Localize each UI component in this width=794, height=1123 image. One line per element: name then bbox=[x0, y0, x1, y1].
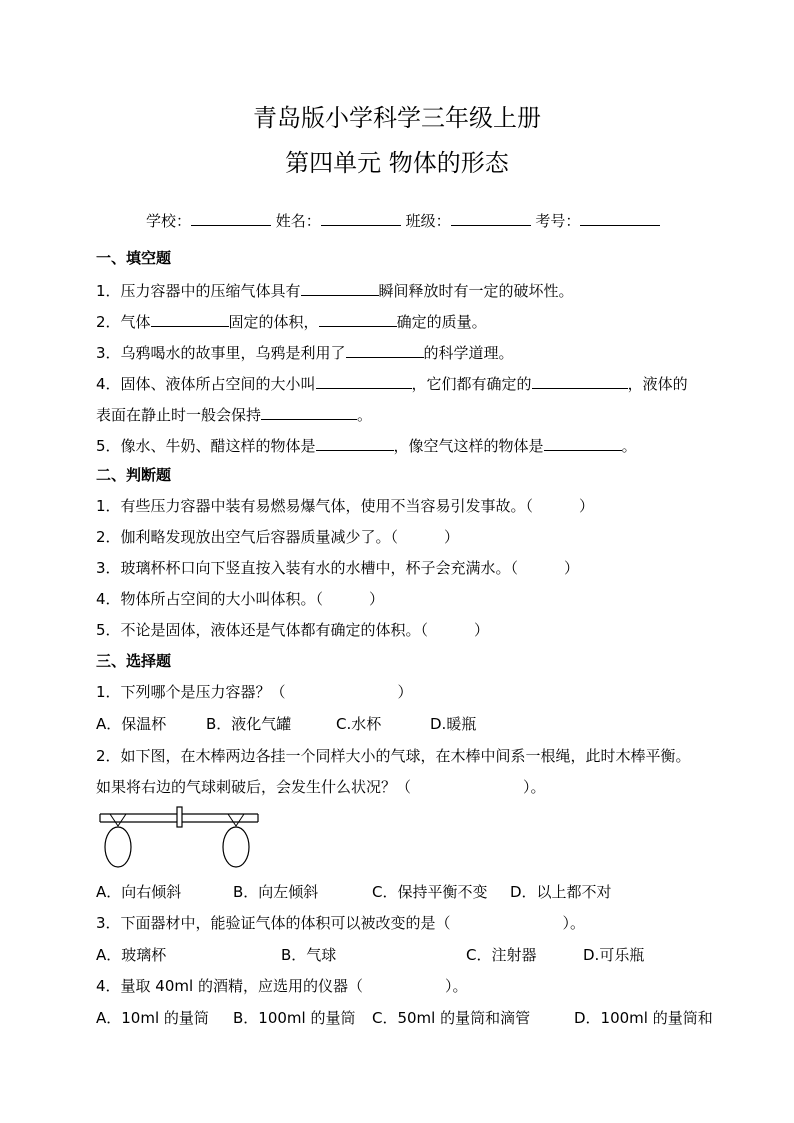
judge-q5-close: ） bbox=[474, 621, 490, 639]
fill-question-5 bbox=[96, 434, 637, 456]
choice-question-3 bbox=[96, 913, 585, 933]
fill-q4-text-c: ，液体的 bbox=[627, 375, 688, 393]
fill-q3-blank[interactable] bbox=[346, 341, 424, 358]
fill-q5-text-c: 。 bbox=[621, 437, 637, 455]
choice-q1-close: ） bbox=[397, 683, 413, 701]
choice-q1-option-d[interactable]: D.暖瓶 bbox=[430, 715, 477, 733]
student-info-line bbox=[146, 209, 660, 231]
fill-q4-text-d: 表面在静止时一般会保持 bbox=[96, 406, 262, 424]
choice-q1-option-a[interactable]: A．保温杯 bbox=[96, 715, 167, 733]
number-field[interactable] bbox=[580, 209, 660, 226]
choice-q2-close: ）。 bbox=[523, 778, 546, 796]
fill-q2-blank-1[interactable] bbox=[151, 310, 229, 327]
judge-question-3 bbox=[96, 558, 579, 578]
page-title: 青岛版小学科学三年级上册 bbox=[253, 104, 541, 132]
balance-stick-diagram bbox=[98, 804, 268, 872]
choice-question-1 bbox=[96, 682, 413, 702]
fill-q2-blank-2[interactable] bbox=[319, 310, 397, 327]
fill-q3-text-b: 的科学道理。 bbox=[423, 344, 514, 362]
fill-q2-text-c: 确定的质量。 bbox=[396, 313, 487, 331]
number-label: 考号： bbox=[535, 212, 581, 230]
judge-question-4 bbox=[96, 589, 384, 609]
choice-q2-option-b[interactable]: B．向左倾斜 bbox=[233, 883, 319, 901]
fill-q5-text-b: ，像空气这样的物体是 bbox=[393, 437, 544, 455]
section-heading-choice: 三、选择题 bbox=[96, 652, 172, 670]
choice-q4-text: 4．量取 40ml 的酒精，应选用的仪器（ bbox=[96, 977, 363, 995]
right-balloon bbox=[223, 827, 249, 867]
choice-question-2-cont bbox=[96, 777, 546, 797]
left-balloon bbox=[105, 827, 131, 867]
choice-q3-close: ）。 bbox=[562, 914, 586, 932]
fill-q5-blank-2[interactable] bbox=[544, 434, 622, 451]
name-label: 姓名： bbox=[275, 212, 321, 230]
choice-q1-option-c[interactable]: C.水杯 bbox=[336, 715, 382, 733]
judge-q4-text: 4．物体所占空间的大小叫体积。（ bbox=[96, 590, 324, 608]
choice-q4-option-c[interactable]: C．50ml 的量筒和滴管 bbox=[372, 1009, 531, 1027]
choice-q4-option-b[interactable]: B．100ml 的量筒 bbox=[233, 1009, 356, 1027]
judge-question-1 bbox=[96, 496, 594, 516]
fill-q4-blank-2[interactable] bbox=[532, 372, 628, 389]
fill-question-4-cont bbox=[96, 403, 372, 425]
judge-q3-text: 3．玻璃杯杯口向下竖直按入装有水的水槽中，杯子会充满水。（ bbox=[96, 559, 519, 577]
right-balloon-string bbox=[228, 814, 244, 826]
choice-question-4 bbox=[96, 976, 467, 996]
section-heading-fill: 一、填空题 bbox=[96, 249, 172, 267]
judge-q3-close: ） bbox=[564, 559, 580, 577]
class-label: 班级： bbox=[405, 212, 451, 230]
left-balloon-string bbox=[110, 814, 126, 826]
page-subtitle: 第四单元 物体的形态 bbox=[285, 149, 509, 177]
choice-q4-close: ）。 bbox=[444, 977, 468, 995]
choice-q3-text: 3．下面器材中，能验证气体的体积可以被改变的是（ bbox=[96, 914, 451, 932]
choice-q3-option-d[interactable]: D.可乐瓶 bbox=[583, 946, 645, 964]
judge-q1-text: 1．有些压力容器中装有易燃易爆气体，使用不当容易引发事故。（ bbox=[96, 497, 534, 515]
fill-q1-text-b: 瞬间释放时有一定的破坏性。 bbox=[378, 282, 574, 300]
fill-q5-text-a: 5．像水、牛奶、醋这样的物体是 bbox=[96, 437, 316, 455]
name-field[interactable] bbox=[321, 209, 401, 226]
fill-q4-blank-1[interactable] bbox=[316, 372, 412, 389]
fill-q4-text-e: 。 bbox=[357, 406, 373, 424]
fill-q4-text-b: ，它们都有确定的 bbox=[411, 375, 532, 393]
judge-q1-close: ） bbox=[579, 497, 595, 515]
choice-q4-option-d[interactable]: D．100ml 的量筒和 bbox=[574, 1009, 713, 1027]
choice-q4-option-a[interactable]: A．10ml 的量筒 bbox=[96, 1009, 209, 1027]
judge-question-2 bbox=[96, 527, 459, 547]
fill-question-3 bbox=[96, 341, 514, 363]
center-string-knot bbox=[177, 807, 182, 827]
choice-q3-option-a[interactable]: A．玻璃杯 bbox=[96, 946, 167, 964]
school-field[interactable] bbox=[191, 209, 271, 226]
judge-q2-text: 2．伽利略发现放出空气后容器质量减少了。（ bbox=[96, 528, 399, 546]
fill-question-2 bbox=[96, 310, 487, 332]
fill-q5-blank-1[interactable] bbox=[316, 434, 394, 451]
judge-question-5 bbox=[96, 620, 489, 640]
choice-q2-text: 如果将右边的气球刺破后，会发生什么状况？（ bbox=[96, 778, 412, 796]
choice-q2-option-a[interactable]: A．向右倾斜 bbox=[96, 883, 182, 901]
choice-q1-option-b[interactable]: B．液化气罐 bbox=[206, 715, 292, 733]
fill-q4-text-a: 4．固体、液体所占空间的大小叫 bbox=[96, 375, 316, 393]
choice-q2-option-d[interactable]: D．以上都不对 bbox=[510, 883, 612, 901]
choice-question-2: 2．如下图，在木棒两边各挂一个同样大小的气球，在木棒中间系一根绳，此时木棒平衡。 bbox=[96, 747, 691, 765]
class-field[interactable] bbox=[451, 209, 531, 226]
choice-q3-option-c[interactable]: C．注射器 bbox=[466, 946, 537, 964]
fill-question-1 bbox=[96, 279, 574, 301]
judge-q5-text: 5．不论是固体，液体还是气体都有确定的体积。（ bbox=[96, 621, 429, 639]
choice-q3-option-b[interactable]: B．气球 bbox=[281, 946, 337, 964]
choice-q2-option-c[interactable]: C．保持平衡不变 bbox=[372, 883, 488, 901]
fill-q4-blank-3[interactable] bbox=[261, 403, 357, 420]
fill-q1-blank[interactable] bbox=[301, 279, 379, 296]
judge-q4-close: ） bbox=[369, 590, 385, 608]
fill-q2-text-b: 固定的体积， bbox=[228, 313, 319, 331]
judge-q2-close: ） bbox=[444, 528, 460, 546]
section-heading-judge: 二、判断题 bbox=[96, 466, 172, 484]
choice-q1-text: 1．下列哪个是压力容器？（ bbox=[96, 683, 286, 701]
fill-question-4 bbox=[96, 372, 688, 394]
fill-q1-text-a: 1．压力容器中的压缩气体具有 bbox=[96, 282, 301, 300]
fill-q3-text-a: 3．乌鸦喝水的故事里，乌鸦是利用了 bbox=[96, 344, 346, 362]
school-label: 学校： bbox=[146, 212, 192, 230]
fill-q2-text-a: 2．气体 bbox=[96, 313, 151, 331]
